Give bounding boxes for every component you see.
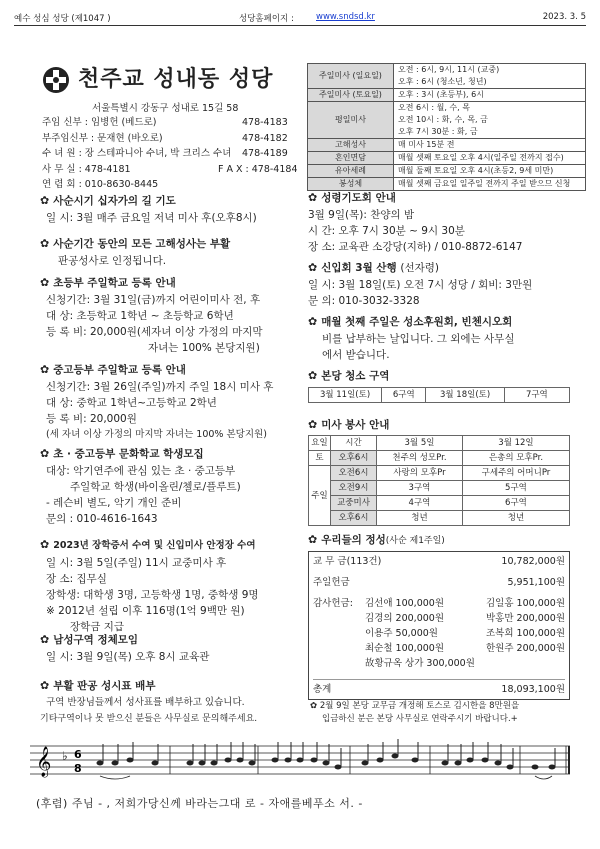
table-row: 주일 오전6시 사랑의 모후Pr 구세주의 어머니Pr (309, 466, 570, 481)
music-score (30, 736, 570, 786)
toss-notice: ✿ 2월 9일 본당 교무금 개정해 토스로 김시한을 8만원을 입금하신 분은 본당 사무실로 연락주시기 바랍니다.+ (310, 701, 520, 724)
table-row: 주일미사 (토요일) 오후 : 3시 (초등부), 6시 (308, 89, 586, 102)
notice-confession: ✿ 사순기간 동안의 모든 고해성사는 부활 판공성사로 인정됩니다. (40, 237, 231, 267)
table-row: 주일미사 (일요일) 오전 : 6시, 9시, 11시 (교중) 오후 : 6시 (청소년, 청년) (308, 64, 586, 89)
offerings-box (308, 551, 570, 700)
notice-mens-district: ✿ 남성구역 정체모임 일 시: 3월 9일(목) 오후 8시 교육관 (40, 633, 210, 663)
offering-row: 주일헌금 5,951,100원 (313, 577, 565, 588)
notice-scholarship: ✿ 2023년 장학증서 수여 및 신입미사 안정장 수여 일 시: 3월 5일(주일) 11시 교중미사 후 장 소: 집무실 장학생: 대학생 3명, 고등학생 1명, 중학생 9명 ※ 2012년 설립 이후 116명(1억 9백만 원) 장학금 지급 (40, 538, 259, 633)
svg-text:𝄞: 𝄞 (36, 747, 52, 777)
notice-hiking: ✿ 신입회 3월 산행 (선자령) 일 시: 3월 18일(토) 오전 7시 성당 / 회비: 3만원 문 의: 010-3032-3328 (308, 261, 533, 307)
mass-service-schedule: ✿ 미사 봉사 안내 요일 시간 3월 5일 3월 12일 토 오후6시 천주의 성모Pr. 은총의 모후Pr. 주일 오전6시 사랑의 모후Pr 구세주의 어머니Pr 오전9시 3구역 5구역 교중미사 4구역 6구역 오후6시 청년 청년 (308, 417, 588, 526)
table-row: 요일 시간 3월 5일 3월 12일 (309, 436, 570, 451)
parish-logo (42, 66, 70, 94)
homepage-label: 성당홈페이지 : (239, 14, 294, 24)
notice-middle-high-school: ✿ 중고등부 주일학교 등록 안내 신청기간: 3월 26일(주일)까지 주일 18시 미사 후 대 상: 중학교 1학년~고등학교 2학년 등 록 비: 20,000원 (세 자녀 이상 가정의 마지막 자녀는 100% 본당지원) (40, 363, 274, 440)
offerings-section: ✿ 우리들의 정성(사순 제1주일) 교 무 금(113건) 10,782,000원 주일헌금 5,951,100원 감사헌금: 김선애 100,000원 김일홍 100,000원 김경의 200,000원 박홍만 200,000원 이용주 50,000원 조복희 100,000원 최순철 100,000원 한원주 200,000원 故황규옥 상가 300,000원 총계 18,093,100원 (308, 532, 588, 700)
staff-row: 연 렴 회 : 010-8630-8445 (42, 179, 159, 190)
table-row: 고해성사 매 미사 15분 전 (308, 139, 586, 152)
staff-row: 주임 신부 : 임병헌 (베드로) 478-4183 (42, 117, 288, 128)
staff-directory (42, 115, 300, 193)
table-row: 혼인면담 매월 셋째 토요일 오후 4시(일주일 전까지 접수) (308, 152, 586, 165)
cleaning-schedule: ✿ 본당 청소 구역 3월 11일(토) 6구역 3월 18일(토) 7구역 (308, 368, 588, 403)
staff-row: 사 무 실 : 478-4181 F A X : 478-4184 (42, 163, 298, 175)
offering-row: 교 무 금(113건) 10,782,000원 (313, 556, 565, 567)
table-row: 3월 11일(토) 6구역 3월 18일(토) 7구역 (309, 388, 570, 403)
issue-date: 2023. 3. 5 (542, 12, 586, 22)
hymn-lyrics: (후렴) 주님 - , 저희가당신께 바라는그대 로 - 자애를베푸소 서. - (36, 797, 363, 810)
header-bar (14, 10, 586, 26)
notice-culture-school: ✿ 초 · 중고등부 문화학교 학생모집 대상: 악기연주에 관심 있는 초 · 중고등부 주일학교 학생(바이올린/첼로/플루트) - 레슨비 별도, 악기 개인 준비 문의 : 010-4616-1643 (40, 447, 241, 525)
table-row: 오전9시 3구역 5구역 (309, 481, 570, 496)
svg-text:8: 8 (74, 762, 82, 775)
mass-schedule-table (307, 63, 586, 191)
svg-text:♭: ♭ (62, 749, 68, 763)
offering-total: 총계 18,093,100원 (313, 679, 565, 697)
notice-elementary-school: ✿ 초등부 주일학교 등록 안내 신청기간: 3월 31일(금)까지 어린이미사 전, 후 대 상: 초등학교 1학년 ~ 초등학교 6학년 등 록 비: 20,000원(세자녀 이상 가정의 마지막 자녀는 100% 본당지원) (40, 276, 263, 354)
table-row: 평일미사 오전 6시 : 월, 수, 목 오전 10시 : 화, 수, 목, 금 오후 7시 30분 : 화, 금 (308, 102, 586, 139)
notice-prayer-meeting: ✿ 성령기도회 안내 3월 9일(목): 찬양의 밤 시 간: 오후 7시 30분 ~ 9시 30분 장 소: 교육관 소강당(지하) / 010-8872-6147 (308, 191, 523, 253)
notice-way-of-cross: ✿ 사순시기 십자가의 길 기도 일 시: 3월 매주 금요일 저녁 미사 후(오후8시) (40, 194, 257, 224)
table-row: 유아세례 매월 둘째 토요일 오후 4시(초등2, 9세 미만) (308, 165, 586, 178)
homepage-link[interactable]: www.sndsd.kr (316, 12, 375, 22)
cleaning-table (308, 387, 570, 403)
table-row: 토 오후6시 천주의 성모Pr. 은총의 모후Pr. (309, 451, 570, 466)
staff-row: 수 녀 원 : 장 스테파니아 수녀, 박 크리스 수녀 478-4189 (42, 148, 288, 159)
table-row: 교중미사 4구역 6구역 (309, 496, 570, 511)
table-row: 오후6시 청년 청년 (309, 511, 570, 526)
staff-row: 부주임신부 : 문재현 (바오로) 478-4182 (42, 132, 288, 144)
bulletin-number: 예수 성심 성당 (제1047 ) (14, 14, 111, 24)
parish-address: 서울특별시 강동구 성내로 15길 58 (92, 103, 239, 114)
page-title: 천주교 성내동 성당 (78, 67, 274, 92)
svg-text:6: 6 (74, 748, 82, 761)
service-table (308, 435, 570, 526)
table-row: 봉성체 매월 셋째 금요일 일주일 전까지 주일 받으므 신청 (308, 178, 586, 191)
notice-dues: ✿ 매월 첫째 주일은 성소후원회, 빈첸시오회 비를 납부하는 날입니다. 그 외에는 사무실 에서 받습니다. (308, 315, 515, 361)
notice-easter-confession-card: ✿ 부활 판공 성시표 배부 구역 반장님들께서 성사표를 배부하고 있습니다. 기타구역이나 못 받으신 분들은 사무실로 문의해주세요. (40, 679, 258, 724)
gift-list: 감사헌금: 김선애 100,000원 김일홍 100,000원 김경의 200,000원 박홍만 200,000원 이용주 50,000원 조복희 100,000원 최순철 100,000원 한원주 200,000원 故황규옥 상가 300,000원 (313, 598, 565, 669)
